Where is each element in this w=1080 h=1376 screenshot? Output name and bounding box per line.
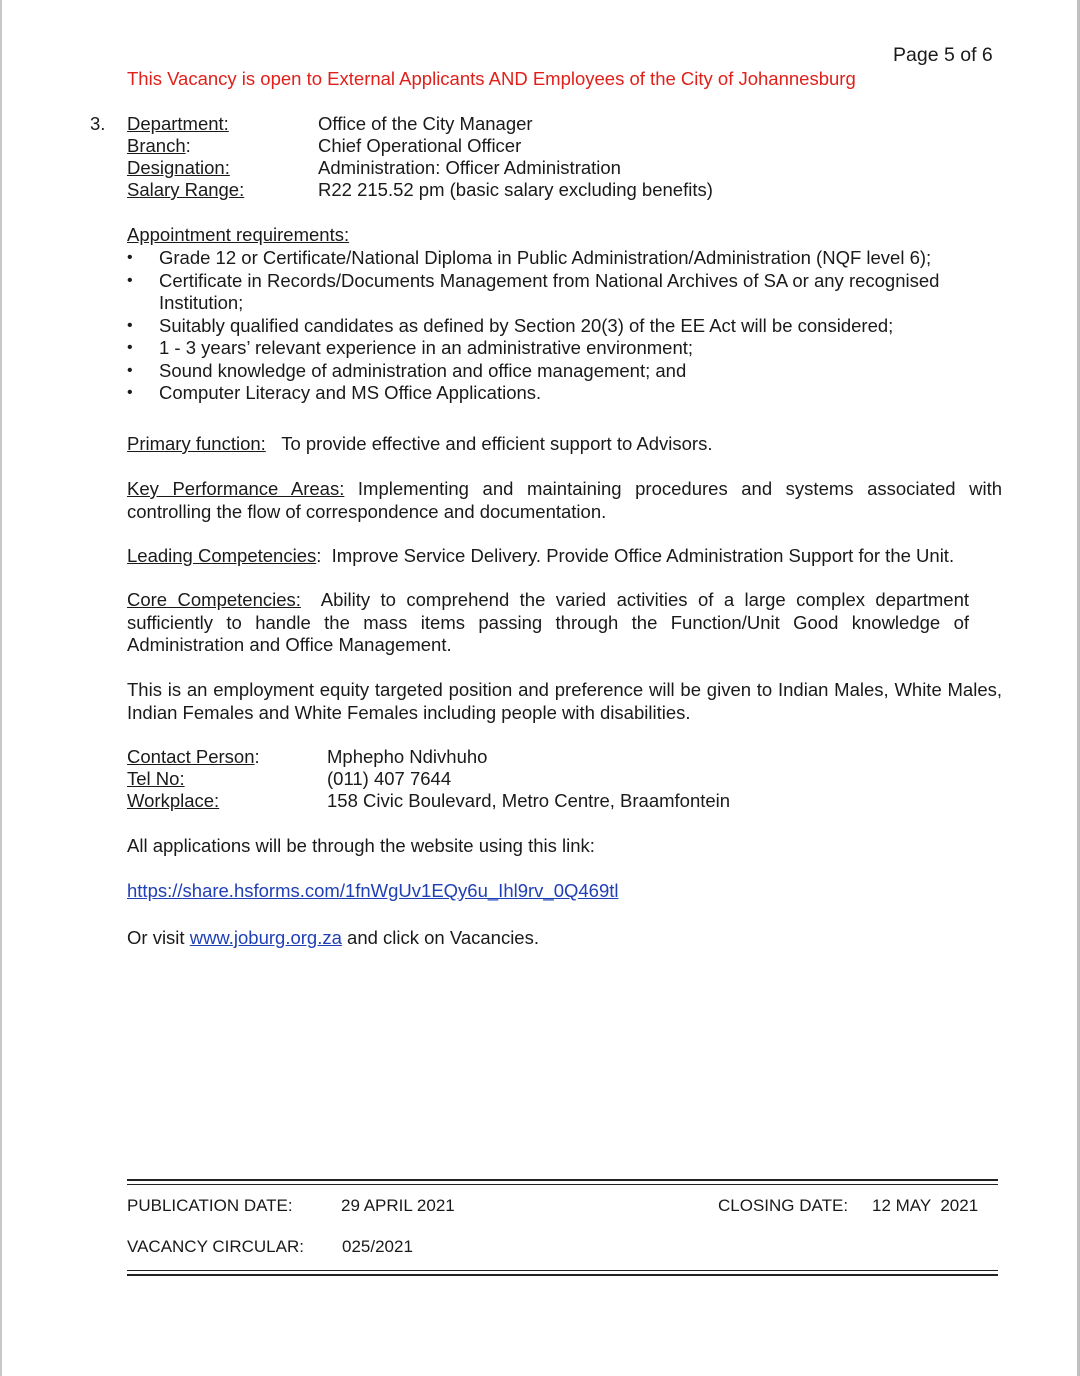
item-number: 3. xyxy=(90,113,106,134)
core-label: Core Competencies: xyxy=(127,589,301,610)
footer-top-rule xyxy=(127,1179,998,1181)
tel-value: (011) 407 7644 xyxy=(327,768,452,789)
application-link-row xyxy=(127,880,619,902)
closing-date-label: CLOSING DATE: xyxy=(718,1196,849,1215)
kpa-label: Key Performance Areas: xyxy=(127,478,345,499)
leading-label: Leading Competencies xyxy=(127,545,317,566)
list-item: • Grade 12 or Certificate/National Diploma in Public Administration/Administration (NQF level 6); xyxy=(127,247,1002,270)
department-value: Office of the City Manager xyxy=(318,113,533,134)
vacancy-circular-value: 025/2021 xyxy=(342,1237,413,1256)
application-link[interactable]: https://share.hsforms.com/1fnWgUv1EQy6u_Ihl9rv_0Q469tl xyxy=(127,880,619,901)
core-competencies xyxy=(127,589,969,657)
department-label: Department: xyxy=(127,113,229,134)
page-left-edge xyxy=(0,0,2,1376)
leading-text: Improve Service Delivery. Provide Office Administration Support for the Unit. xyxy=(331,545,955,566)
core-text: Ability to comprehend the varied activities of a large complex department sufficiently to handle the mass items passing through the Function/Unit Good knowledge of Administration and Office Management. xyxy=(127,589,970,655)
salary-label: Salary Range: xyxy=(127,179,245,200)
branch-label: Branch xyxy=(127,135,186,156)
vacancy-circular-label: VACANCY CIRCULAR: xyxy=(127,1237,304,1256)
equity-statement: This is an employment equity targeted position and preference will be given to Indian Males, White Males, Indian Females and White Females including people with disabilities. xyxy=(127,679,1002,723)
list-item: • Sound knowledge of administration and office management; and xyxy=(127,360,1002,383)
primary-function-text: To provide effective and efficient support to Advisors. xyxy=(281,433,713,454)
footer-bottom-rule-thin xyxy=(127,1270,998,1271)
publication-date-value: 29 APRIL 2021 xyxy=(341,1196,455,1215)
closing-date-value: 12 MAY 2021 xyxy=(872,1196,979,1215)
footer-bottom-rule xyxy=(127,1274,998,1276)
designation-label: Designation: xyxy=(127,157,230,178)
list-item: • Suitably qualified candidates as defined by Section 20(3) of the EE Act will be considered; xyxy=(127,315,1002,338)
contact-person-row: Contact Person: xyxy=(127,746,260,767)
joburg-website-link[interactable]: www.joburg.org.za xyxy=(189,927,342,948)
primary-function xyxy=(127,433,1002,456)
primary-function-label: Primary function: xyxy=(127,433,266,454)
appointment-list xyxy=(127,247,1002,405)
visit-prefix: Or visit xyxy=(127,927,190,948)
visit-suffix: and click on Vacancies. xyxy=(341,927,539,948)
list-item: • 1 - 3 years’ relevant experience in an administrative environment; xyxy=(127,337,1002,360)
page-number: Page 5 of 6 xyxy=(893,44,993,66)
list-item: • Computer Literacy and MS Office Applications. xyxy=(127,382,1002,405)
contact-person-value: Mphepho Ndivhuho xyxy=(327,746,488,767)
branch-row: Branch: xyxy=(127,135,191,156)
salary-value: R22 215.52 pm (basic salary excluding benefits) xyxy=(318,179,713,200)
tel-label: Tel No: xyxy=(127,768,185,789)
appointment-heading: Appointment requirements: xyxy=(127,224,350,245)
publication-date-label: PUBLICATION DATE: xyxy=(127,1196,293,1215)
visit-row xyxy=(127,927,539,949)
contact-person-label: Contact Person xyxy=(127,746,255,767)
list-item: • Certificate in Records/Documents Management from National Archives of SA or any recognised Institution; xyxy=(127,270,1002,315)
key-performance-areas xyxy=(127,478,1002,523)
branch-value: Chief Operational Officer xyxy=(318,135,522,156)
leading-competencies: Leading Competencies: Improve Service Delivery. Provide Office Administration Support for the Unit. xyxy=(127,545,955,566)
designation-value: Administration: Officer Administration xyxy=(318,157,621,178)
vacancy-notice: This Vacancy is open to External Applicants AND Employees of the City of Johannesburg xyxy=(127,68,856,89)
workplace-label: Workplace: xyxy=(127,790,220,811)
applications-text: All applications will be through the website using this link: xyxy=(127,835,595,856)
workplace-value: 158 Civic Boulevard, Metro Centre, Braamfontein xyxy=(327,790,731,811)
footer-top-rule-thin xyxy=(127,1184,998,1185)
kpa-text: Implementing and maintaining procedures and systems associated with controlling the flow of correspondence and documentation. xyxy=(127,478,1002,522)
